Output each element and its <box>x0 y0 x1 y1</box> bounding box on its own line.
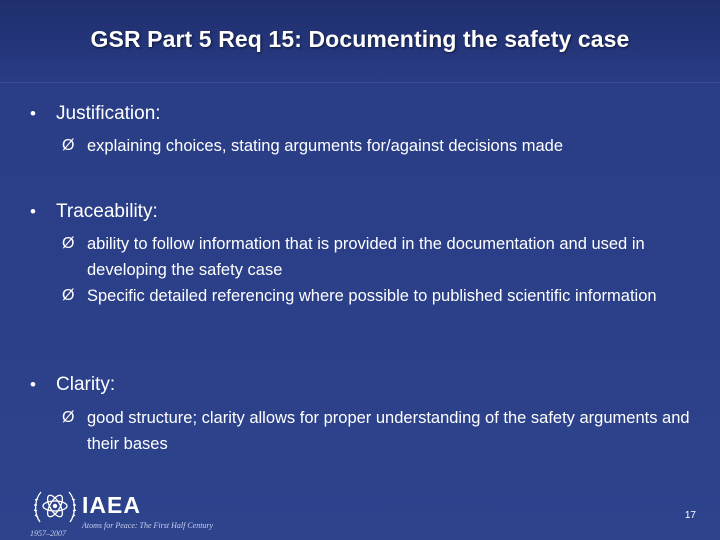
iaea-emblem-icon <box>32 484 78 530</box>
bullet-clarity <box>30 374 115 396</box>
subitem-justification-1 <box>62 133 702 159</box>
bullet-label: Justification: <box>56 103 161 124</box>
slide-title: GSR Part 5 Req 15: Documenting the safety case <box>90 26 630 52</box>
subitem-traceability-1 <box>62 231 702 283</box>
page-number: 17 <box>684 510 696 521</box>
bullet-marker: • <box>30 104 36 123</box>
arrow-bullet-icon: Ø <box>62 409 75 426</box>
bullet-label: Clarity: <box>56 374 116 395</box>
arrow-bullet-icon: Ø <box>62 137 75 154</box>
iaea-wordmark: IAEA <box>82 492 141 518</box>
arrow-bullet-icon: Ø <box>62 235 75 252</box>
bullet-traceability <box>30 201 158 223</box>
subitem-text: Specific detailed referencing where possible to published scientific information <box>87 287 657 305</box>
subitem-clarity-1 <box>62 405 702 457</box>
subitem-text: ability to follow information that is provided in the documentation and used in developing the safety case <box>87 235 645 279</box>
iaea-tagline: Atoms for Peace: The First Half Century <box>82 521 214 530</box>
iaea-years: 1957–2007 <box>30 529 66 538</box>
subitem-text: good structure; clarity allows for proper understanding of the safety arguments and their bases <box>87 409 690 453</box>
iaea-logo <box>30 484 220 538</box>
arrow-bullet-icon: Ø <box>62 287 75 304</box>
bullet-justification <box>30 103 161 125</box>
bullet-label: Traceability: <box>56 201 158 222</box>
title-band <box>0 0 720 83</box>
bullet-marker: • <box>30 202 36 221</box>
subitem-text: explaining choices, stating arguments for/against decisions made <box>87 137 564 155</box>
bullet-marker: • <box>30 375 36 394</box>
subitem-traceability-2 <box>62 283 702 309</box>
